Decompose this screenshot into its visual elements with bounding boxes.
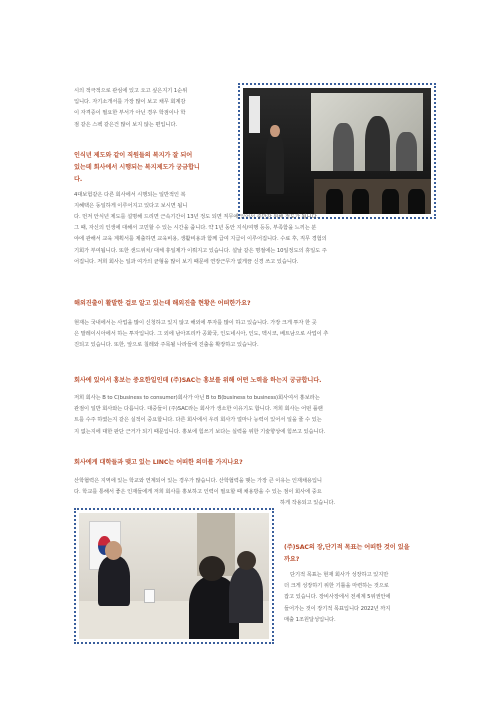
answer-welfare-body: 다. 먼저 안식년 제도를 설명해 드리면 근속기간이 13년 정도 되면 직무에 있어서 충만감 위해 정도가 됩니다. 그 때, 자신의 인생에 대해서 고민할 수 있는 시간을 줍니다. 약 1년 동안 지식/여행 등등, 부족함을 느끼는 분 야에 관해서 교육 계획서를 제출하면 교육비용, 생활비용과 함께 급여 지급이 이루어집니다. 수료 후, 직무 경험의 기회가 부여됩니다. 또한 샌드위치/ 대체 휴일제가 이뤄지고 있습니다. 설날 같은 명절에는 10일정도의 휴일도 주 어집니다. 저희 회사는 일과 여가의 균형을 많이 보기 때문에 연장근무가 없게끔 신경 쓰고 있습니다.	[74, 214, 327, 265]
question-welfare: 인식년 제도와 같이 직원들의 복지가 잘 되어 있는데 회사에서 시행되는 복지제도가 궁금합니 다.	[74, 152, 200, 183]
interview-photo	[74, 508, 274, 644]
answer-promotion: 저희 회사는 B to C(business to consumer)회사가 아닌 B to B(business to business)회사여서 홍보라는 관점이 일반 회사와는 다릅니다. 대중들이 (주)SAC라는 회사가 생소한 이유기도 합니다. 저희 회사는 어떤 플랜 트를 수주 하였는지 같은 실적이 중요합니다. 다른 회사에서 우리 회사가 얼마나 능력이 있어서 일을 줄 수 있는 지 없는지에 대한 판단 근거가 되기 때문입니다. 홍보에 힘쓰기 보다는 실력을 위한 기술향상에 힘쓰고 있습니다.	[74, 395, 326, 435]
presentation-image	[243, 88, 431, 214]
interview-image	[79, 513, 269, 639]
question-goals: (주)SAC의 장,단기적 목표는 어떠한 것이 있을 까요?	[284, 544, 410, 563]
presentation-photo	[238, 83, 436, 219]
intro-line: 시의 적극적으로 관심에 있고 오고 싶은지기 1순위	[74, 88, 188, 94]
intro-line: 입니다. 자기소개서를 가장 많이 보고 채무 회계감	[74, 99, 186, 106]
question-linc: 회사에게 대학들과 맺고 있는 LINC는 어떠한 의미를 가지나요?	[74, 459, 243, 466]
answer-overseas: 현재는 국내에서는 사업을 많이 신청하고 있지 않고 해외에 투자를 많이 하고 있습니다. 가장 크게 투자 한 곳 은 말레이시아에서 하는 투자입니다. 그 외에 남아프리카 공화국, 인도네시아, 인도, 멕시코, 베트남으로 사업이 추 진되고 있습니다. 또한, 앞으로 칠레와 주목될 나라들에 진출을 확장하고 있습니다.	[74, 320, 329, 349]
intro-line: 이 자격증이 필요한 부서가 아닌 경우 학점이나 학	[74, 110, 186, 117]
answer-goals: 단기적 목표는 현재 회사가 성장하고 있지만 더 크게 성장하기 위한 기틀을 마련하는 것으로 잡고 있습니다. 장비사장에서 전세계 5위권안에 들어가는 것이 장기적 목표입니다 2022년 까지 매출 1조원달성입니다.	[284, 572, 391, 623]
question-overseas: 해외진출이 활발한 걸로 알고 있는데 해외진출 현황은 어떠한가요?	[74, 300, 251, 307]
intro-text	[74, 86, 187, 131]
answer-welfare-top: 4대보험같은 다른 회사에서 시행되는 일반적인 복 지혜택은 동일하게 이루어지고 있다고 보시면 됩니	[74, 192, 188, 210]
answer-linc: 산학협력은 지역에 있는 학교와 연계되어 있는 경우가 많습니다. 산학협력을 맺는 가장 큰 이유는 인재채용입니 다. 학교를 통해서 좋은 인재들에게 저희 회사를 홍보하고 인력이 필요할 때 채용방을 수 있는 점이 회사에 중요 하게 작용되고 있습니다.	[74, 478, 335, 507]
question-promotion: 회사에 있어서 홍보는 중요한일인데 (주)SAC는 홍보를 위해 어떤 노력을 하는지 궁금합니다.	[74, 377, 322, 384]
intro-line: 점 같은 스펙 같은건 많이 보지 않는 편입니다.	[74, 121, 177, 128]
